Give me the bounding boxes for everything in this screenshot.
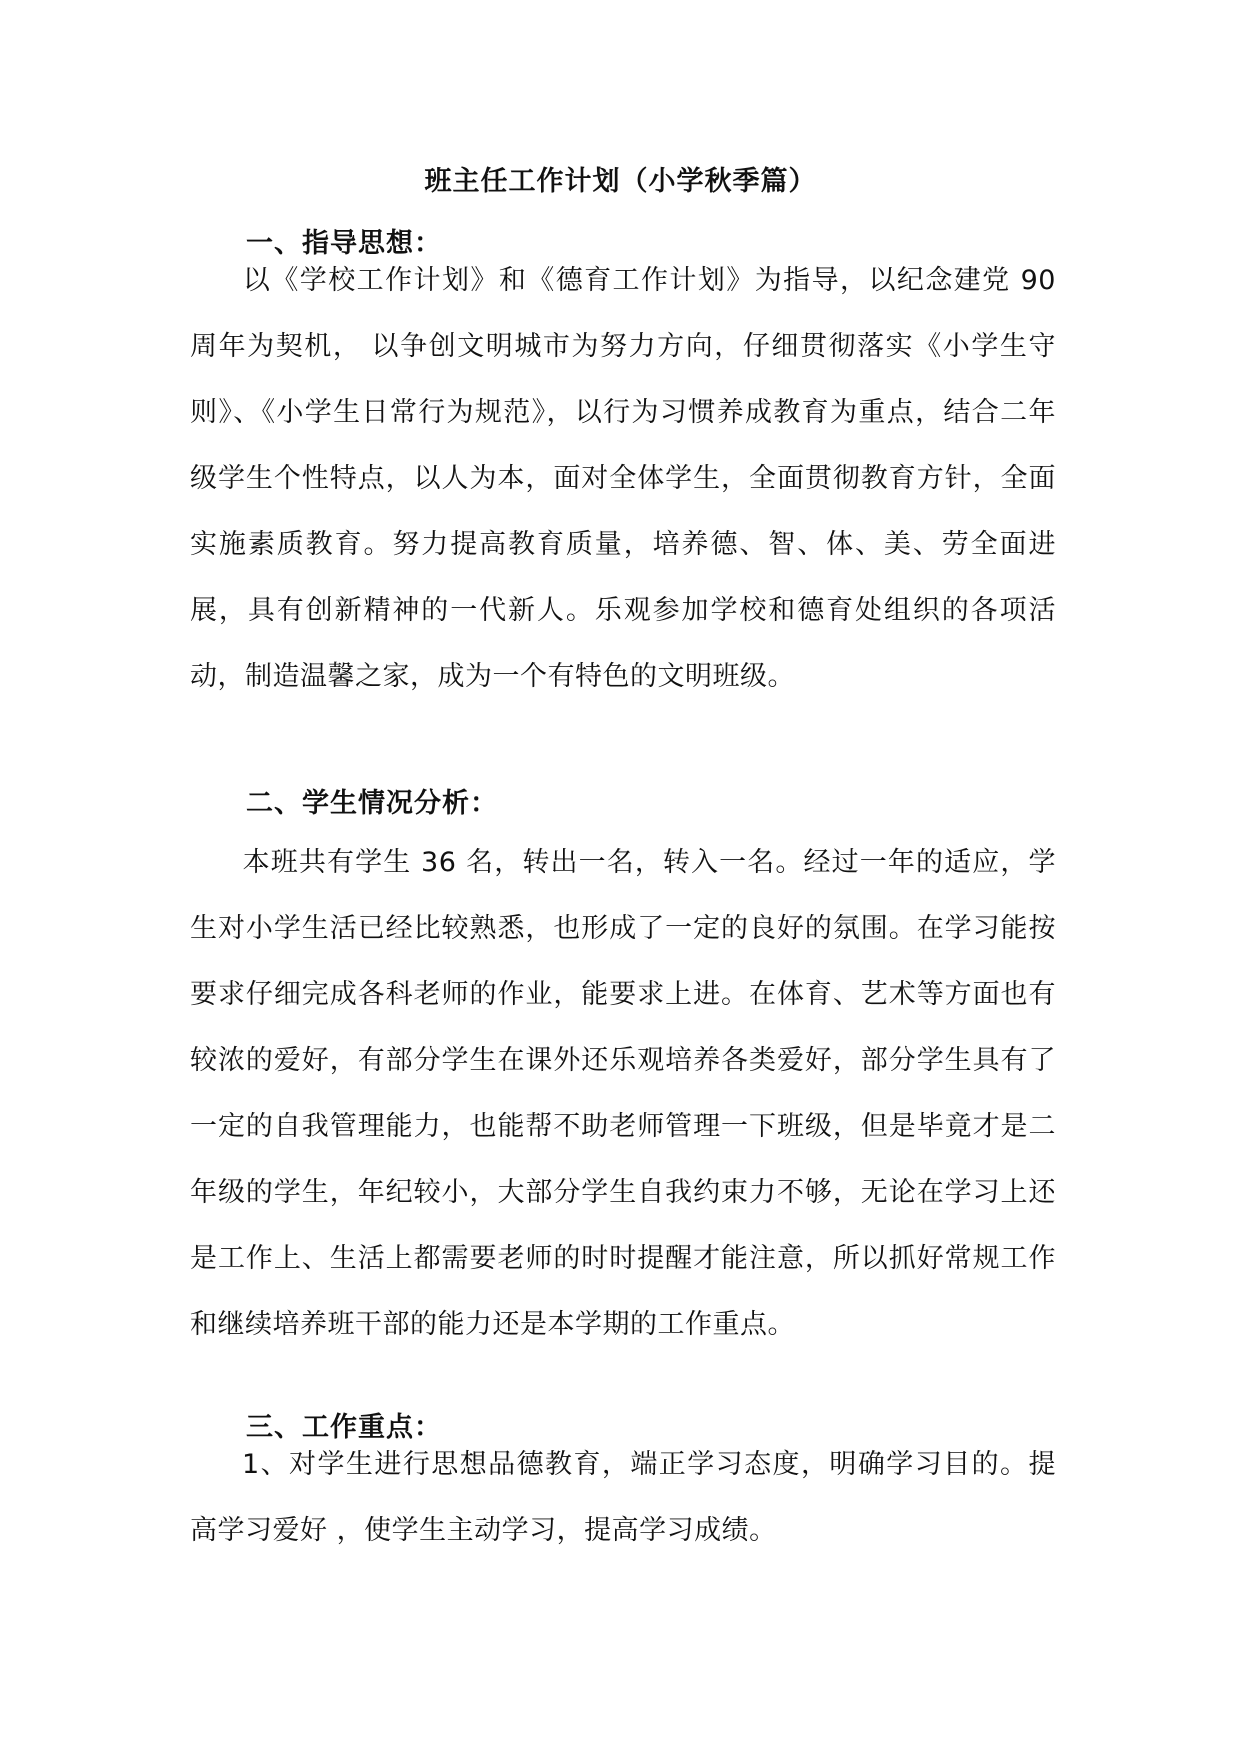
document-title: 班主任工作计划（小学秋季篇） <box>424 166 817 197</box>
paragraph-text: 以《学校工作计划》和《德育工作计划》为指导，以纪念建党 90 周年为契机， 以争创文明城市为努力方向，仔细贯彻落实《小学生守则》、《小学生日常行为规范》，以行为习惯养成教育为重点，结合二年级学生个性特点，以人为本，面对全体学生，全面贯彻教育方针，全面实施素质教育。努力提高教育质量，培养德、智、体、美、劳全面进展，具有创新精神的一代新人。乐观参加学校和德育处组织的各项活动，制造温馨之家，成为一个有特色的文明班级。 <box>190 265 1056 692</box>
section-heading-work-focus: 三、工作重点： <box>246 1412 442 1443</box>
paragraph-text: 本班共有学生 36 名，转出一名，转入一名。经过一年的适应，学生对小学生活已经比较熟悉，也形成了一定的良好的氛围。在学习能按要求仔细完成各科老师的作业，能要求上进。在体育、艺术等方面也有较浓的爱好，有部分学生在课外还乐观培养各类爱好，部分学生具有了一定的自我管理能力，也能帮不助老师管理一下班级，但是毕竟才是二年级的学生，年纪较小，大部分学生自我约束力不够，无论在学习上还是工作上、生活上都需要老师的时时提醒才能注意，所以抓好常规工作和继续培养班干部的能力还是本学期的工作重点。 <box>190 847 1056 1340</box>
section-heading-guiding-ideology: 一、指导思想： <box>246 228 442 259</box>
section-paragraph-guiding-ideology <box>190 248 1056 710</box>
section-paragraph-work-focus <box>190 1432 1056 1564</box>
section-paragraph-student-analysis <box>190 830 1056 1358</box>
section-heading-student-analysis: 二、学生情况分析： <box>246 788 498 819</box>
paragraph-text: 1、对学生进行思想品德教育，端正学习态度，明确学习目的。提高学习爱好 ，使学生主动学习，提高学习成绩。 <box>190 1449 1056 1546</box>
